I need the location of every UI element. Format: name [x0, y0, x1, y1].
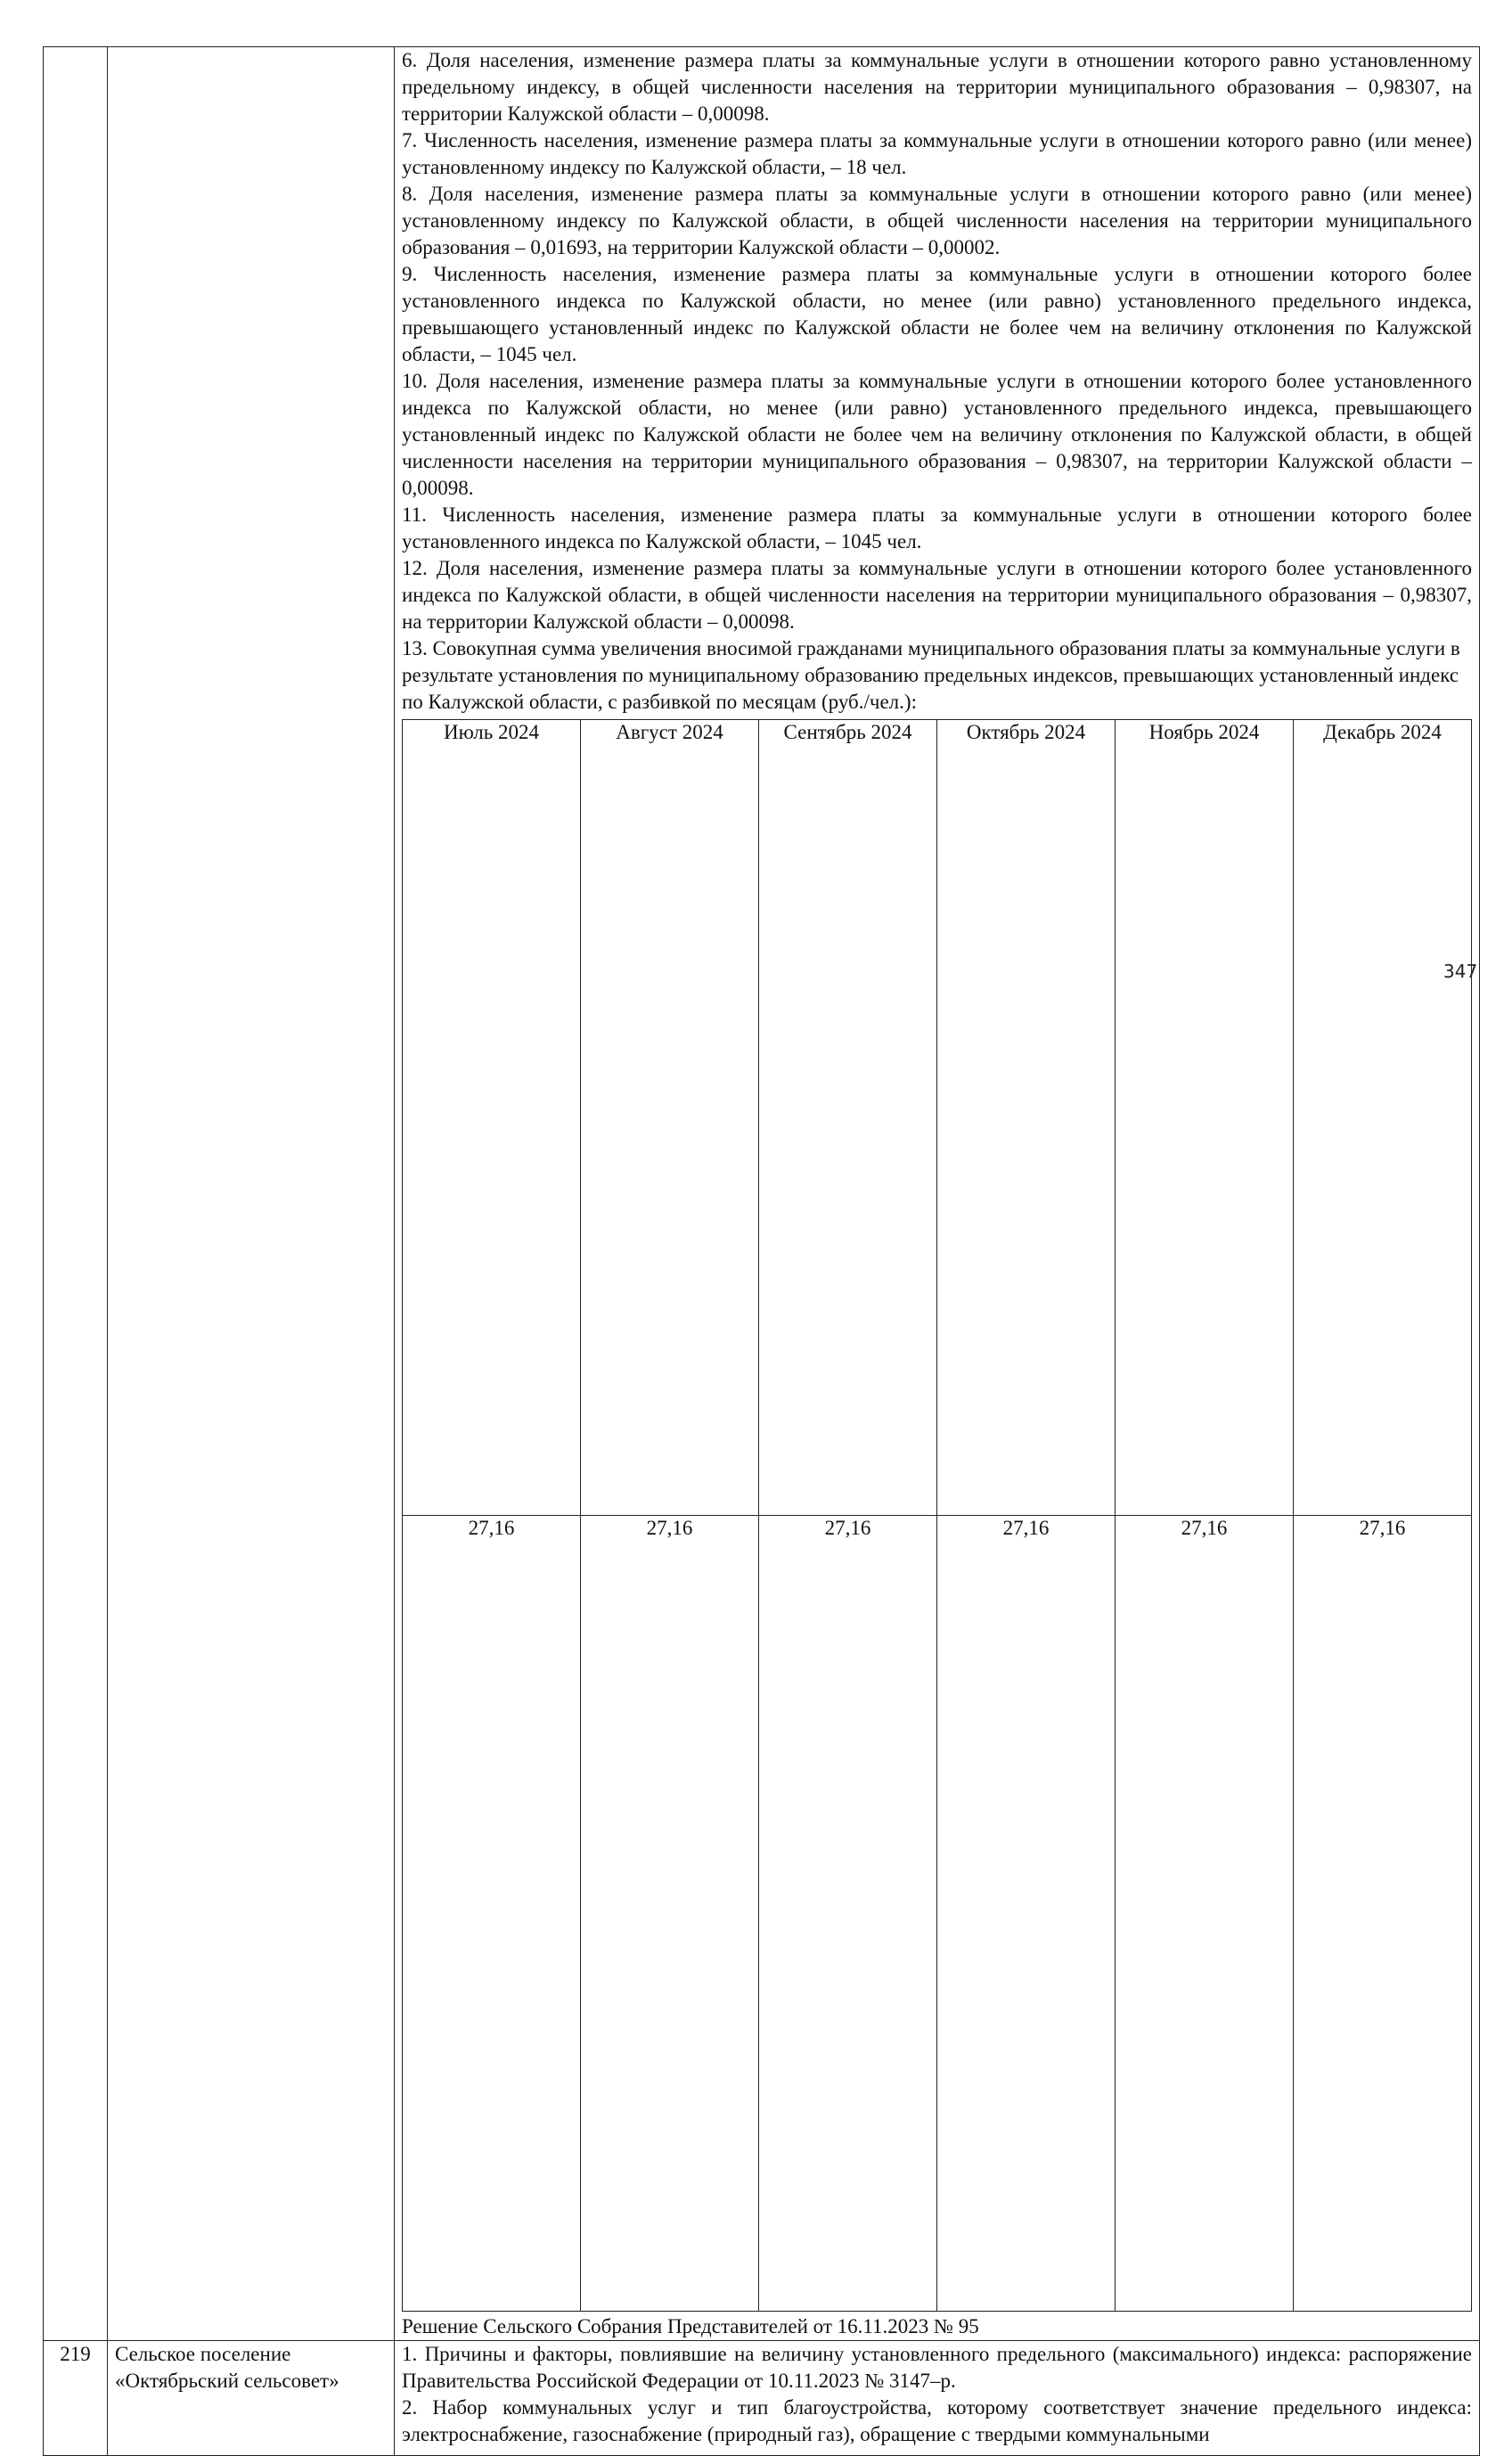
month-header: Декабрь 2024 — [1294, 720, 1472, 1516]
month-header: Октябрь 2024 — [937, 720, 1116, 1516]
index-details-cell — [395, 2341, 1480, 2456]
month-value: 27,16 — [1116, 1516, 1294, 2312]
municipal-index-table — [43, 46, 1480, 2456]
month-value: 27,16 — [1294, 1516, 1472, 2312]
table-row — [44, 47, 1480, 2341]
paragraph-7: 7. Численность населения, изменение размера платы за коммунальные услуги в отношении которого равно (или менее) установленному индексу по Калужской области, – 18 чел. — [402, 129, 1472, 178]
municipality-name-line: «Октябрьский сельсовет» — [115, 2370, 339, 2392]
month-value: 27,16 — [581, 1516, 759, 2312]
month-header: Ноябрь 2024 — [1116, 720, 1294, 1516]
month-header: Август 2024 — [581, 720, 759, 1516]
paragraph-11: 11. Численность населения, изменение размера платы за коммунальные услуги в отношении которого более установленного индекса по Калужской области, – 1045 чел. — [402, 503, 1472, 553]
month-value: 27,16 — [759, 1516, 937, 2312]
month-header-row — [403, 720, 1472, 1516]
row-number-cell — [44, 47, 108, 2341]
municipality-name-cell — [108, 47, 395, 2341]
month-header: Сентябрь 2024 — [759, 720, 937, 1516]
paragraph-13: 13. Совокупная сумма увеличения вносимой гражданами муниципального образования платы за коммунальные услуги в результате установления по муниципальному образованию предельных индексов, превышающих установленный индекс по Калужской области, с разбивкой по месяцам (руб./чел.): — [402, 637, 1460, 713]
month-value: 27,16 — [403, 1516, 581, 2312]
municipality-name-line: Сельское поселение — [115, 2343, 291, 2365]
index-details-cell — [395, 47, 1480, 2341]
municipality-name-cell — [108, 2341, 395, 2456]
row-number-cell: 219 — [44, 2341, 108, 2456]
paragraph-9: 9. Численность населения, изменение размера платы за коммунальные услуги в отношении которого более установленного индекса по Калужской области, но менее (или равно) установленного предельного индекса, превышающего установленный индекс по Калужской области не более чем на величину отклонения по Калужской области, – 1045 чел. — [402, 263, 1472, 365]
month-value-row — [403, 1516, 1472, 2312]
decision-reference: Решение Сельского Собрания Представителей от 16.11.2023 № 95 — [402, 2315, 979, 2337]
monthly-increase-table — [402, 719, 1472, 2312]
month-header: Июль 2024 — [403, 720, 581, 1516]
month-value: 27,16 — [937, 1516, 1116, 2312]
table-row — [44, 2341, 1480, 2456]
paragraph-1: 1. Причины и факторы, повлиявшие на величину установленного предельного (максимального) индекса: распоряжение Правительства Российской Федерации от 10.11.2023 № 3147–р. — [402, 2343, 1472, 2392]
paragraph-8: 8. Доля населения, изменение размера платы за коммунальные услуги в отношении которого равно (или менее) установленному индексу по Калужской области, в общей численности населения на территории муниципального образования – 0,01693, на территории Калужской области – 0,00002. — [402, 183, 1472, 258]
paragraph-2: 2. Набор коммунальных услуг и тип благоустройства, которому соответствует значение предельного индекса: электроснабжение, газоснабжение (природный газ), обращение с твердыми коммунальными — [402, 2396, 1472, 2445]
paragraph-6: 6. Доля населения, изменение размера платы за коммунальные услуги в отношении которого равно установленному предельному индексу, в общей численности населения на территории муниципального образования – 0,98307, на территории Калужской области – 0,00098. — [402, 49, 1472, 125]
page-number: 347 — [1443, 961, 1478, 982]
paragraph-12: 12. Доля населения, изменение размера платы за коммунальные услуги в отношении которого более установленного индекса по Калужской области, в общей численности населения на территории муниципального образования – 0,98307, на территории Калужской области – 0,00098. — [402, 557, 1472, 633]
paragraph-10: 10. Доля населения, изменение размера платы за коммунальные услуги в отношении которого более установленного индекса по Калужской области, но менее (или равно) установленного предельного индекса, превышающего установленный индекс по Калужской области не более чем на величину отклонения по Калужской области, в общей численности населения на территории муниципального образования – 0,98307, на территории Калужской области – 0,00098. — [402, 370, 1472, 499]
